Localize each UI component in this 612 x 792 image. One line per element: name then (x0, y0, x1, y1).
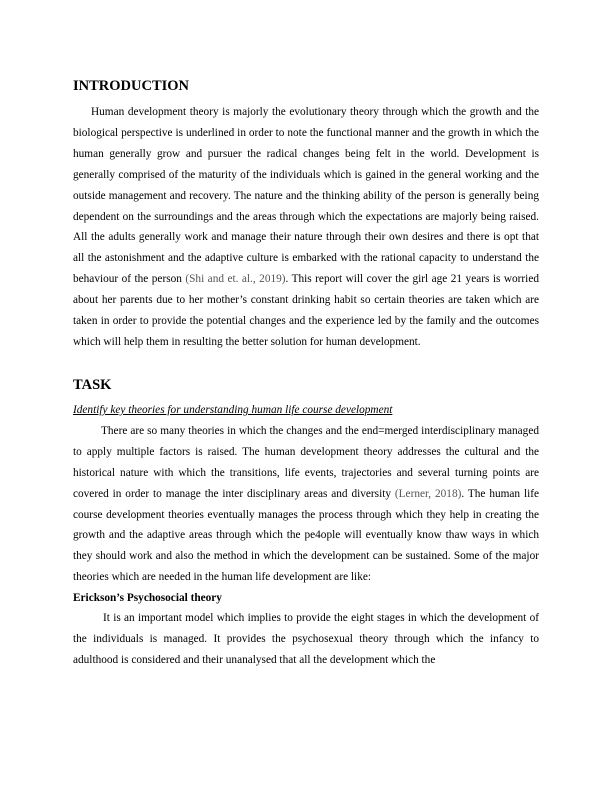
theory-heading: Erickson’s Psychosocial theory (73, 592, 222, 605)
task-paragraph (73, 421, 539, 588)
introduction-paragraph (73, 102, 539, 353)
task-text-a: There are so many theories in which the changes and the end=merged interdisciplinary managed to apply multiple factors is raised. The human development theory addresses the cultural and the historical nature with which the transitions, life events, trajectories and several turning points are covered in order to manage the inter disciplinary areas and diversity (73, 424, 539, 500)
introduction-text-b: . This report will cover the girl age 21 years is worried about her parents due to her mother’s constant drinking habit so certain theories are taken which are taken in order to provide the potential changes and the experience led by the family and the outcomes which will help them in resulting the better solution for human development. (73, 273, 539, 348)
task-citation: (Lerner, 2018) (394, 487, 462, 500)
task-subheading: Identify key theories for understanding human life course development (73, 403, 393, 416)
document-body (73, 76, 539, 671)
introduction-heading: INTRODUCTION (73, 78, 190, 94)
theory-paragraph: It is an important model which implies to provide the eight stages in which the development of the individuals is managed. It provides the psychosexual theory through which the infancy to adulthood is considered and their unanalysed that all the development which the (73, 612, 539, 666)
task-heading: TASK (73, 376, 112, 393)
task-text-b: . The human life course development theories eventually manages the process through which they help in creating the growth and the adaptive areas through which the pe4ople will eventually know thaw ways in which they should work and also the method in which the development can be sustained. Some of the major theories which are needed in the human life development are like: (73, 487, 540, 584)
introduction-text-a: Human development theory is majorly the evolutionary theory through which the growth and the biological perspective is underlined in order to note the functional manner and the growth in which the human generally grow and pursuer the radical changes being felt in the world. Development is generally comprised of the maturity of the individuals which is gained in the general working and the outside management and recovery. The nature and the thinking ability of the person is generally being dependent on the surroundings and the areas through which the expectations are majorly being raised. All the adults generally work and manage their nature through their own desires and there is opt that all the astonishment and the adaptive culture is embarked with the rational capacity to understand the behaviour of the person (73, 106, 539, 286)
introduction-citation: (Shi and et. al., 2019) (185, 273, 286, 286)
